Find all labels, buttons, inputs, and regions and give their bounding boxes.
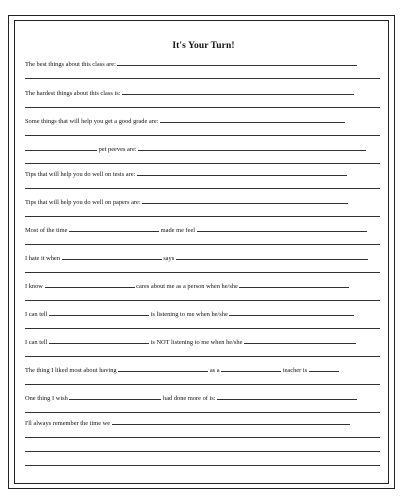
prompt-always-remember: I'll always remember the time we [25, 418, 380, 428]
answer-line[interactable] [25, 244, 380, 245]
answer-line[interactable] [25, 356, 380, 357]
subject-blank[interactable] [221, 365, 281, 372]
answer-blank[interactable] [176, 253, 368, 260]
prompt-most-of-time: Most of the time made me feel [25, 225, 380, 235]
answer-line[interactable] [25, 107, 380, 108]
answer-blank[interactable] [197, 225, 367, 232]
answer-line[interactable] [25, 163, 380, 164]
prompt-hardest-things: The hardest things about this class is: [25, 88, 380, 98]
answer-line[interactable] [25, 384, 380, 385]
answer-line[interactable] [25, 451, 380, 452]
answer-blank[interactable] [160, 116, 345, 123]
answer-line[interactable] [25, 300, 380, 301]
name-blank[interactable] [62, 253, 162, 260]
name-blank[interactable] [45, 281, 135, 288]
answer-line[interactable] [25, 412, 380, 413]
answer-line[interactable] [25, 216, 380, 217]
answer-blank[interactable] [138, 144, 366, 151]
name-blank[interactable] [69, 393, 161, 400]
name-blank[interactable] [25, 144, 97, 151]
answer-blank[interactable] [229, 309, 354, 316]
prompt-liked-most: The thing I liked most about having as a teacher is [25, 365, 380, 375]
prompt-good-grade: Some things that will help you get a good grade are: [25, 116, 380, 126]
prompt-hate-it-when: I hate it when says [25, 253, 380, 263]
prompt-wish-more: One thing I wish had done more of is: [25, 393, 380, 403]
answer-blank[interactable] [112, 418, 350, 425]
name-blank[interactable] [49, 337, 149, 344]
prompt-tips-tests: Tips that will help you do well on tests are: [25, 169, 380, 179]
answer-blank[interactable] [137, 169, 347, 176]
prompt-best-things: The best things about this class are: [25, 59, 380, 69]
prompt-cares-about-me: I know cares about me as a person when he/she [25, 281, 380, 291]
answer-line[interactable] [25, 188, 380, 189]
answer-blank[interactable] [142, 197, 348, 204]
answer-line[interactable] [25, 78, 380, 79]
name-blank[interactable] [118, 365, 208, 372]
answer-blank[interactable] [244, 337, 356, 344]
prompt-is-listening: I can tell is listening to me when he/she [25, 309, 380, 319]
answer-blank[interactable] [122, 88, 354, 95]
answer-line[interactable] [25, 465, 380, 466]
answer-blank[interactable] [117, 59, 357, 66]
answer-line[interactable] [25, 437, 380, 438]
name-blank[interactable] [69, 225, 159, 232]
prompt-tips-papers: Tips that will help you do well on papers are: [25, 197, 380, 207]
answer-blank[interactable] [309, 365, 339, 372]
answer-line[interactable] [25, 272, 380, 273]
answer-line[interactable] [25, 328, 380, 329]
answer-blank[interactable] [217, 393, 357, 400]
prompt-not-listening: I can tell is NOT listening to me when he/she [25, 337, 380, 347]
worksheet-title: It's Your Turn! [172, 41, 235, 51]
answer-blank[interactable] [239, 281, 349, 288]
prompt-pet-peeves: pet peeves are: [25, 144, 380, 154]
name-blank[interactable] [49, 309, 149, 316]
answer-line[interactable] [25, 135, 380, 136]
